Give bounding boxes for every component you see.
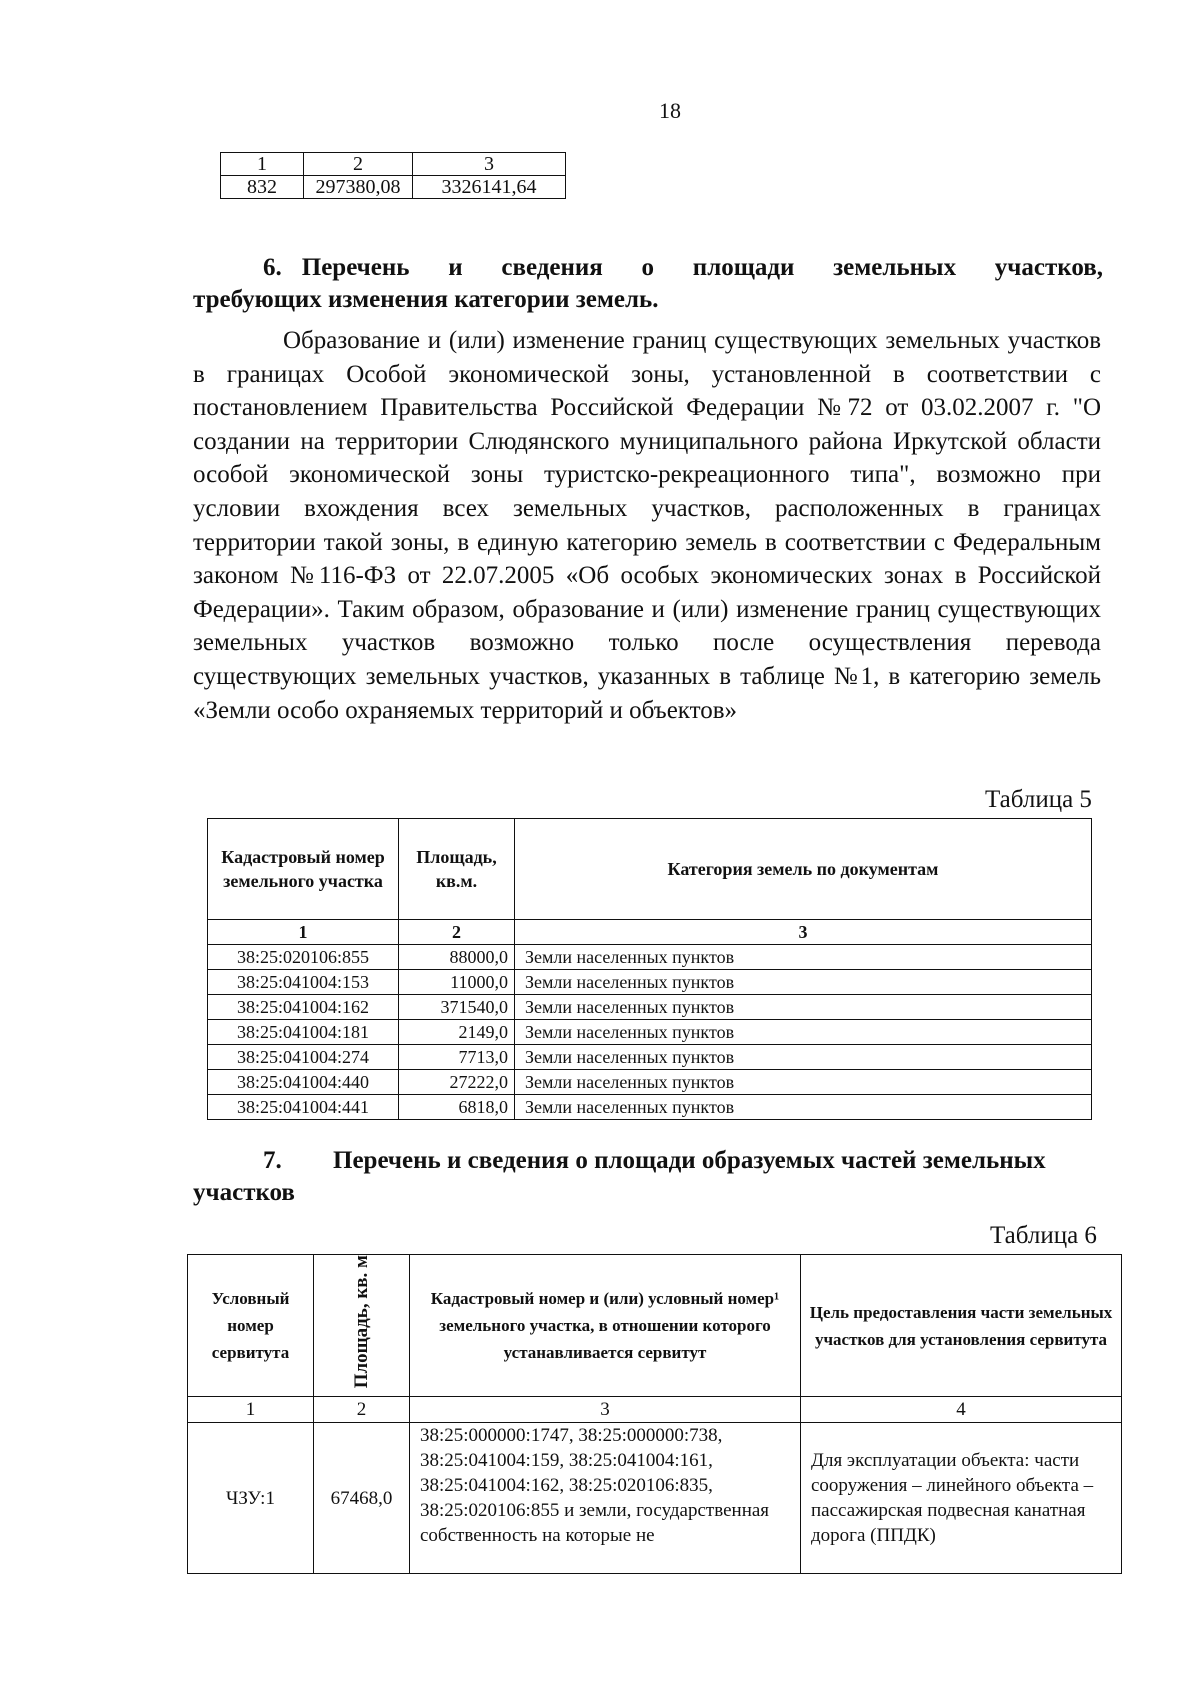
section-7-heading	[193, 1145, 1118, 1209]
body-paragraph: Образование и (или) изменение границ существующих земельных участков в границах Особой экономической зоны, установленной в соответствии с постановлением Правительства Российской Федерации №72 от 03.02.2007 г. "О создании на территории Слюдянского муниципального района Иркутской области особой экономической зоны туристско-рекреационного типа", возможно при условии вхождения всех земельных участков, расположенных в границах территории такой зоны, в единую категорию земель в соответствии с Федеральным законом №116-ФЗ от 22.07.2005 «Об особых экономических зонах в Российской Федерации». Таким образом, образование и (или) изменение границ существующих земельных участков возможно только после осуществления перевода существующих земельных участков, указанных в таблице №1, в категорию земель «Земли особо охраняемых территорий и объектов»	[193, 327, 1101, 724]
table-cell: 38:25:041004:153	[208, 970, 399, 995]
table-cell: 7713,0	[399, 1045, 515, 1070]
section-title-line: участков	[193, 1179, 295, 1206]
table-row	[208, 945, 1092, 970]
table-cell: 67468,0	[314, 1423, 410, 1574]
table-cell: 1	[208, 920, 399, 945]
table-row	[208, 1070, 1092, 1095]
table-cell: 38:25:041004:274	[208, 1045, 399, 1070]
table-cell: 1	[188, 1397, 314, 1423]
table-header-row	[188, 1255, 1122, 1397]
table-6	[187, 1254, 1122, 1574]
section-6-heading	[193, 252, 1103, 316]
table-header-row	[221, 153, 566, 176]
table-cell: 38:25:041004:441	[208, 1095, 399, 1120]
table-cell: ЧЗУ:1	[188, 1423, 314, 1574]
table-cell: Земли населенных пунктов	[515, 1070, 1092, 1095]
table-cell: 832	[221, 176, 304, 199]
table-cell: Земли населенных пунктов	[515, 1020, 1092, 1045]
table-cell: 38:25:041004:440	[208, 1070, 399, 1095]
section-title-line: требующих изменения категории земель.	[193, 286, 659, 313]
table-row	[208, 1045, 1092, 1070]
table-5	[207, 818, 1092, 1120]
table-cell: 3	[413, 153, 566, 176]
table-row	[208, 970, 1092, 995]
header-cadastral-number: Кадастровый номер земельного участка	[208, 819, 399, 920]
table-cell: 2	[304, 153, 413, 176]
table-row	[188, 1423, 1122, 1574]
table-cell: 4	[801, 1397, 1122, 1423]
continued-table	[220, 152, 566, 199]
table-cell: 6818,0	[399, 1095, 515, 1120]
table-cell: Для эксплуатации объекта: части сооружения – линейного объекта – пассажирская подвесная канатная дорога (ППДК)	[801, 1423, 1122, 1574]
table-column-numbers	[188, 1397, 1122, 1423]
table-cell: 1	[221, 153, 304, 176]
table-cell: 371540,0	[399, 995, 515, 1020]
table-cell: 3	[410, 1397, 801, 1423]
section-number: 6.	[263, 254, 282, 281]
table-cell: Земли населенных пунктов	[515, 1095, 1092, 1120]
header-area	[314, 1255, 410, 1397]
table-cell: 2	[314, 1397, 410, 1423]
section-title-line: Перечень и сведения о площади образуемых частей земельных	[333, 1147, 1046, 1174]
table-row	[208, 995, 1092, 1020]
header-servitude-id: Условный номер сервитута	[188, 1255, 314, 1397]
table-cell: 3	[515, 920, 1092, 945]
table-cell: Земли населенных пунктов	[515, 970, 1092, 995]
header-area: Площадь, кв.м.	[399, 819, 515, 920]
section-number: 7.	[263, 1147, 282, 1174]
section-title-line: Перечень и сведения о площади земельных участков,	[301, 254, 1103, 281]
table-row	[208, 1095, 1092, 1120]
table-cell: 38:25:041004:162	[208, 995, 399, 1020]
table-header-row	[208, 819, 1092, 920]
table-caption: Таблица 6	[990, 1222, 1097, 1249]
page-number: 18	[659, 98, 681, 123]
header-cadastral-number: Кадастровый номер и (или) условный номер¹ земельного участка, в отношении которого устанавливается сервитут	[410, 1255, 801, 1397]
table-cell: 2	[399, 920, 515, 945]
table-cell: 38:25:000000:1747, 38:25:000000:738, 38:25:041004:159, 38:25:041004:161, 38:25:041004:162, 38:25:020106:835, 38:25:020106:855 и земли, государственная собственность на которые не	[410, 1423, 801, 1574]
header-land-category: Категория земель по документам	[515, 819, 1092, 920]
table-cell: 38:25:041004:181	[208, 1020, 399, 1045]
table-row	[208, 1020, 1092, 1045]
table-cell: 27222,0	[399, 1070, 515, 1095]
table-cell: 297380,08	[304, 176, 413, 199]
table-cell: Земли населенных пунктов	[515, 945, 1092, 970]
table-cell: 88000,0	[399, 945, 515, 970]
table-cell: 38:25:020106:855	[208, 945, 399, 970]
table-caption: Таблица 5	[985, 786, 1092, 813]
table-cell: Земли населенных пунктов	[515, 1045, 1092, 1070]
header-area-vertical-text: Площадь, кв. м	[350, 1255, 372, 1389]
table-row	[221, 176, 566, 199]
table-cell: 3326141,64	[413, 176, 566, 199]
header-purpose: Цель предоставления части земельных участков для установления сервитута	[801, 1255, 1122, 1397]
table-cell: Земли населенных пунктов	[515, 995, 1092, 1020]
table-column-numbers	[208, 920, 1092, 945]
table-cell: 2149,0	[399, 1020, 515, 1045]
table-cell: 11000,0	[399, 970, 515, 995]
